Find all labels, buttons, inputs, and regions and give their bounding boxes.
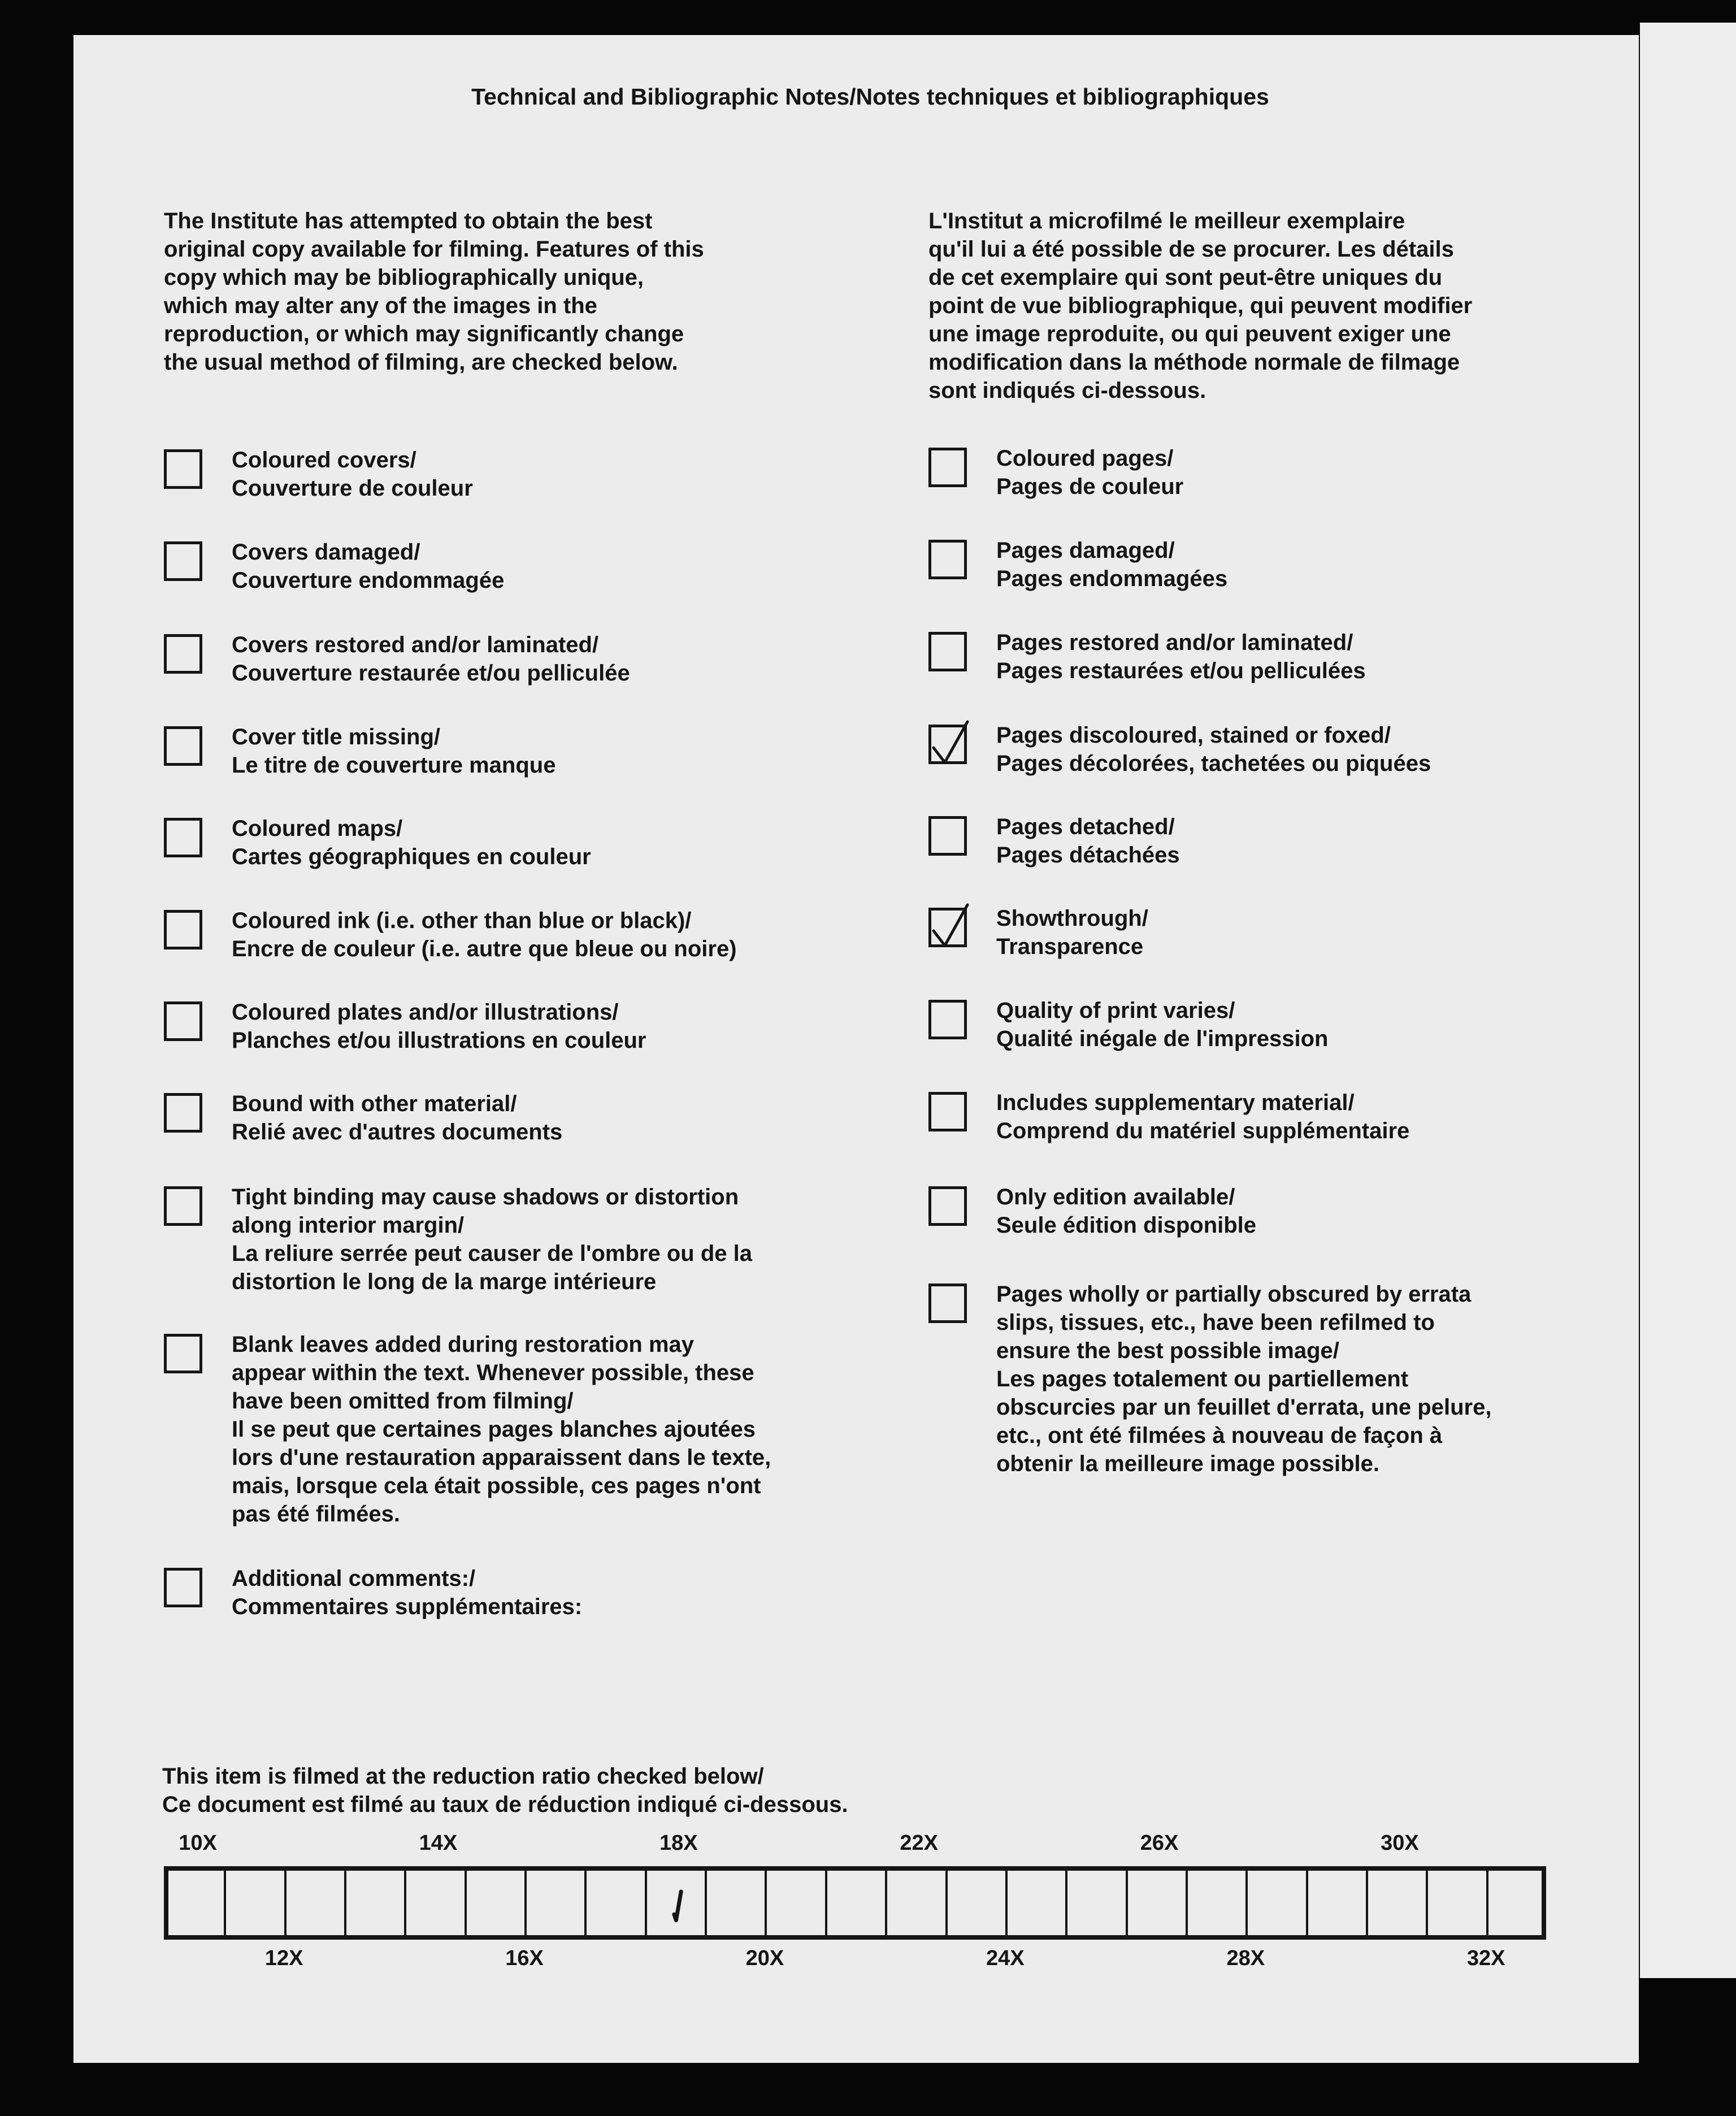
label-line: La reliure serrée peut causer de l'ombre ou de la [232, 1241, 752, 1266]
item-label [232, 631, 630, 687]
label-line: Blank leaves added during restoration may [232, 1332, 695, 1357]
item-label [996, 536, 1227, 593]
label-line: Showthrough/ [996, 906, 1148, 931]
checkbox[interactable] [164, 541, 202, 581]
item-label [232, 907, 737, 963]
checkbox[interactable] [164, 1093, 202, 1133]
reduction-note [162, 1762, 848, 1819]
ratio-cell[interactable] [1126, 1866, 1188, 1940]
ratio-top-label: 10X [179, 1831, 217, 1855]
item-label [996, 628, 1366, 685]
label-line: Pages de couleur [996, 474, 1184, 499]
label-line: mais, lorsque cela était possible, ces pages n'ont [232, 1473, 761, 1498]
label-line: Cover title missing/ [232, 725, 440, 749]
label-line: obscurcies par un feuillet d'errata, une pelure, [996, 1395, 1492, 1420]
ratio-cell[interactable] [705, 1866, 767, 1940]
ratio-cell[interactable] [224, 1866, 286, 1940]
checkbox[interactable] [928, 1186, 967, 1226]
checkbox[interactable] [928, 540, 967, 579]
ratio-cell-checked[interactable] [645, 1866, 707, 1940]
label-line: Coloured covers/ [232, 448, 416, 472]
checkbox[interactable] [928, 816, 967, 856]
item-label [232, 814, 591, 871]
page-title: Technical and Bibliographic Notes/Notes techniques et bibliographiques [471, 84, 1269, 110]
text-line: de cet exemplaire qui sont peut-être uniques du [928, 265, 1443, 290]
ratio-cell[interactable] [1005, 1866, 1067, 1940]
text-line: modification dans la méthode normale de filmage [928, 350, 1460, 375]
ratio-cell[interactable] [1426, 1866, 1488, 1940]
label-line: Coloured plates and/or illustrations/ [232, 1000, 619, 1025]
label-line: Pages restored and/or laminated/ [996, 630, 1353, 655]
ratio-top-label: 22X [900, 1831, 938, 1855]
checkbox[interactable] [164, 1186, 202, 1226]
ratio-top-label: 18X [659, 1831, 698, 1855]
label-line: Includes supplementary material/ [996, 1090, 1355, 1115]
label-line: Couverture de couleur [232, 476, 473, 501]
item-label [232, 998, 646, 1055]
label-line: have been omitted from filming/ [232, 1389, 574, 1413]
checkbox[interactable] [928, 1092, 967, 1131]
reduction-ratio-grid [164, 1866, 1546, 1940]
ratio-top-label: 30X [1381, 1831, 1419, 1855]
ratio-cell[interactable] [1306, 1866, 1368, 1940]
label-line: distortion le long de la marge intérieure [232, 1269, 657, 1294]
label-line: Pages restaurées et/ou pelliculées [996, 658, 1366, 683]
checkbox[interactable] [928, 448, 967, 487]
item-label [232, 1564, 582, 1621]
ratio-cell[interactable] [1366, 1866, 1428, 1940]
label-line: Commentaires supplémentaires: [232, 1594, 583, 1619]
text-line: original copy available for filming. Features of this [164, 237, 704, 262]
ratio-cell[interactable] [524, 1866, 587, 1940]
adjacent-page-edge [1640, 23, 1736, 1978]
ratio-cell[interactable] [1245, 1866, 1308, 1940]
item-label [996, 904, 1148, 961]
checkbox[interactable] [164, 449, 202, 489]
checkmark-icon [930, 903, 971, 953]
ratio-bottom-label: 12X [264, 1946, 303, 1970]
text-line: which may alter any of the images in the [164, 293, 597, 318]
label-line: Pages décolorées, tachetées ou piquées [996, 751, 1431, 776]
checkmark-icon [930, 719, 971, 770]
ratio-cell[interactable] [1486, 1866, 1546, 1940]
label-line: Cartes géographiques en couleur [232, 844, 591, 869]
label-line: pas été filmées. [232, 1502, 400, 1527]
item-label [996, 1280, 1491, 1478]
ratio-top-label: 26X [1140, 1831, 1179, 1855]
ratio-cell[interactable] [344, 1866, 406, 1940]
item-label [232, 446, 473, 502]
label-line: Pages discoloured, stained or foxed/ [996, 723, 1391, 748]
label-line: Covers damaged/ [232, 540, 420, 565]
ratio-cell[interactable] [465, 1866, 527, 1940]
item-label [232, 1090, 562, 1146]
label-line: Pages damaged/ [996, 538, 1175, 563]
ratio-cell[interactable] [1186, 1866, 1248, 1940]
checkbox[interactable] [928, 1284, 967, 1323]
label-line: slips, tissues, etc., have been refilmed to [996, 1310, 1435, 1335]
text-line: The Institute has attempted to obtain the best [164, 209, 653, 233]
text-line: qu'il lui a été possible de se procurer. Les détails [928, 237, 1454, 262]
checkbox[interactable] [164, 1001, 202, 1041]
checkbox[interactable] [928, 1000, 967, 1039]
label-line: Covers restored and/or laminated/ [232, 632, 599, 657]
label-line: Qualité inégale de l'impression [996, 1026, 1329, 1051]
checkmark-icon [647, 1871, 707, 1935]
label-line: obtenir la meilleure image possible. [996, 1451, 1379, 1476]
ratio-bottom-label: 16X [505, 1946, 544, 1970]
label-line: Pages detached/ [996, 814, 1175, 839]
checkbox[interactable] [928, 632, 967, 671]
ratio-cell[interactable] [584, 1866, 646, 1940]
checkbox[interactable] [164, 634, 202, 674]
reduction-note-fr: Ce document est filmé au taux de réduction indiqué ci-dessous. [162, 1792, 848, 1817]
ratio-cell[interactable] [945, 1866, 1008, 1940]
item-label [996, 813, 1180, 869]
label-line: Coloured pages/ [996, 446, 1174, 471]
intro-english [164, 207, 704, 376]
ratio-bottom-label: 20X [745, 1946, 784, 1970]
checkbox[interactable] [164, 818, 202, 857]
item-label [232, 1330, 771, 1528]
checkbox-checked[interactable] [928, 725, 967, 764]
label-line: Only edition available/ [996, 1185, 1235, 1209]
label-line: Comprend du matériel supplémentaire [996, 1118, 1410, 1143]
label-line: etc., ont été filmées à nouveau de façon à [996, 1423, 1443, 1448]
ratio-cell[interactable] [164, 1866, 226, 1940]
ratio-cell[interactable] [1065, 1866, 1127, 1940]
item-label [232, 1183, 752, 1296]
checkbox[interactable] [164, 726, 202, 766]
label-line: Bound with other material/ [232, 1091, 517, 1116]
text-line: L'Institut a microfilmé le meilleur exemplaire [928, 209, 1405, 233]
label-line: Seule édition disponible [996, 1213, 1257, 1238]
label-line: Pages endommagées [996, 566, 1228, 591]
checkbox[interactable] [164, 1568, 202, 1607]
label-line: Pages wholly or partially obscured by errata [996, 1282, 1472, 1307]
label-line: Quality of print varies/ [996, 998, 1235, 1023]
label-line: Tight binding may cause shadows or distortion [232, 1185, 739, 1209]
label-line: ensure the best possible image/ [996, 1338, 1339, 1363]
ratio-cell[interactable] [765, 1866, 827, 1940]
label-line: Le titre de couverture manque [232, 753, 556, 778]
item-label [996, 1089, 1409, 1145]
ratio-cell[interactable] [404, 1866, 466, 1940]
text-line: copy which may be bibliographically unique, [164, 265, 644, 290]
text-line: the usual method of filming, are checked below. [164, 350, 678, 375]
item-label [232, 538, 504, 595]
label-line: lors d'une restauration apparaissent dans le texte, [232, 1445, 771, 1470]
label-line: Il se peut que certaines pages blanches ajoutées [232, 1417, 756, 1442]
label-line: Les pages totalement ou partiellement [996, 1367, 1409, 1391]
ratio-bottom-label: 24X [986, 1946, 1025, 1970]
label-line: Encre de couleur (i.e. autre que bleue ou noire) [232, 936, 737, 961]
item-label [996, 444, 1183, 501]
item-label [996, 996, 1328, 1053]
label-line: Planches et/ou illustrations en couleur [232, 1028, 646, 1053]
label-line: Couverture restaurée et/ou pelliculée [232, 661, 630, 686]
ratio-cell[interactable] [825, 1866, 887, 1940]
label-line: Coloured maps/ [232, 816, 403, 841]
ratio-cell[interactable] [885, 1866, 947, 1940]
ratio-bottom-label: 28X [1226, 1946, 1265, 1970]
text-line: une image reproduite, ou qui peuvent exiger une [928, 322, 1451, 346]
label-line: Relié avec d'autres documents [232, 1120, 563, 1144]
checkbox-checked[interactable] [928, 908, 967, 947]
ratio-cell[interactable] [284, 1866, 346, 1940]
item-label [996, 721, 1431, 778]
label-line: appear within the text. Whenever possible, these [232, 1360, 754, 1385]
text-line: point de vue bibliographique, qui peuvent modifier [928, 293, 1473, 318]
label-line: Coloured ink (i.e. other than blue or black)/ [232, 908, 692, 933]
intro-french [928, 207, 1472, 405]
item-label [996, 1183, 1256, 1239]
ratio-top-label: 14X [419, 1831, 458, 1855]
reduction-note-en: This item is filmed at the reduction ratio checked below/ [162, 1764, 764, 1789]
item-label [232, 723, 555, 779]
text-line: sont indiqués ci-dessous. [928, 378, 1206, 403]
checkbox[interactable] [164, 910, 202, 949]
label-line: Additional comments:/ [232, 1566, 476, 1591]
label-line: along interior margin/ [232, 1213, 465, 1238]
label-line: Pages détachées [996, 843, 1180, 868]
ratio-bottom-label: 32X [1466, 1946, 1505, 1970]
checkbox[interactable] [164, 1334, 202, 1373]
label-line: Transparence [996, 934, 1144, 959]
label-line: Couverture endommagée [232, 568, 505, 593]
text-line: reproduction, or which may significantly change [164, 322, 684, 346]
